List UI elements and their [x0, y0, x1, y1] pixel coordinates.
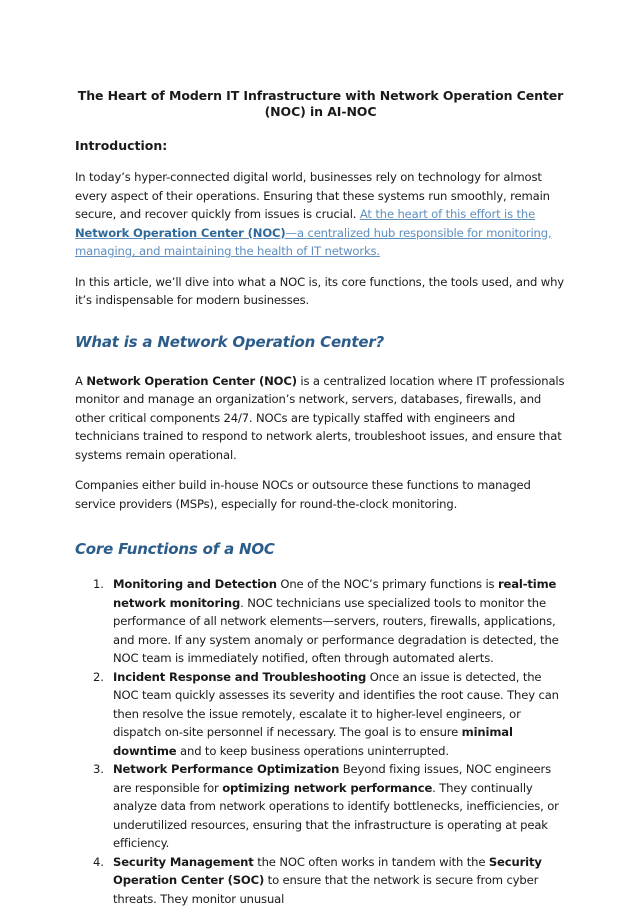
list-item-text: . NOC technicians use specialized tools to monitor the performance of all network elements—servers, routers, firewalls, applications, and more. If any system anomaly or performance degradation is detected, the NOC team is immediately notified, often through automated alerts.	[113, 596, 559, 666]
list-item-text: to ensure that the network is secure from cyber threats. They monitor unusual	[113, 873, 538, 906]
paragraph-text: A	[75, 374, 86, 388]
paragraph-text: is a centralized location where IT professionals monitor and manage an organization’s network, servers, databases, firewalls, and other critical components 24/7. NOCs are typically staffed with engineers and technicians trained to respond to network alerts, troubleshoot issues, and ensure that systems remain operational.	[75, 374, 564, 462]
list-item-text: the NOC often works in tandem with the	[254, 855, 489, 869]
list-item-text: and to keep business operations uninterrupted.	[177, 744, 449, 758]
list-item-emphasis: optimizing network performance	[222, 781, 432, 795]
list-item-text: Once an issue is detected, the NOC team quickly assesses its severity and identifies the root cause. They can then resolve the issue remotely, escalate it to higher-level engineers, or dispatch on-site personnel if necessary. The goal is to ensure	[113, 670, 559, 740]
list-item-number: 4.	[93, 853, 104, 872]
list-item	[113, 575, 566, 668]
list-item-number: 1.	[93, 575, 104, 594]
list-item-number: 2.	[93, 668, 104, 687]
list-item-title: Incident Response and Troubleshooting	[113, 670, 366, 684]
section-heading-core-functions: Core Functions of a NOC	[75, 539, 566, 559]
list-item-emphasis: minimal downtime	[113, 725, 513, 758]
list-item-number: 3.	[93, 760, 104, 779]
section-heading-what-is-noc: What is a Network Operation Center?	[75, 332, 566, 352]
introduction-label: Introduction:	[75, 138, 566, 154]
document-title: The Heart of Modern IT Infrastructure with Network Operation Center (NOC) in AI-NOC	[75, 88, 566, 120]
list-item	[113, 668, 566, 761]
list-item	[113, 760, 566, 853]
noc-link-after: —a centralized hub responsible for monitoring, managing, and maintaining the health of IT networks.	[75, 226, 551, 259]
noc-term: Network Operation Center (NOC)	[86, 374, 297, 388]
noc-link-bold: Network Operation Center (NOC)	[75, 226, 286, 240]
core-functions-list	[75, 575, 566, 908]
list-item-text: Beyond fixing issues, NOC engineers are responsible for	[113, 762, 551, 795]
list-item-text: One of the NOC’s primary functions is	[277, 577, 498, 591]
list-item-text: . They continually analyze data from network operations to identify bottlenecks, inefficiencies, or underutilized resources, ensuring that the infrastructure is operating at peak efficiency.	[113, 781, 559, 851]
intro-paragraph-2: In this article, we’ll dive into what a NOC is, its core functions, the tools used, and why it’s indispensable for modern businesses.	[75, 273, 566, 310]
intro-paragraph-1	[75, 168, 566, 261]
list-item-emphasis: Security Operation Center (SOC)	[113, 855, 542, 888]
list-item-emphasis: real-time network monitoring	[113, 577, 556, 610]
what-is-noc-paragraph-2: Companies either build in-house NOCs or outsource these functions to managed service providers (MSPs), especially for round-the-clock monitoring.	[75, 476, 566, 513]
intro-paragraph-1-text: In today’s hyper-connected digital world, businesses rely on technology for almost every aspect of their operations. Ensuring that these systems run smoothly, remain secure, and recover quickly from issues is crucial.	[75, 170, 550, 221]
noc-link-before: At the heart of this effort is the	[360, 207, 535, 221]
list-item	[113, 853, 566, 908]
list-item-title: Security Management	[113, 855, 254, 869]
list-item-title: Network Performance Optimization	[113, 762, 339, 776]
what-is-noc-paragraph-1	[75, 372, 566, 465]
list-item-title: Monitoring and Detection	[113, 577, 277, 591]
